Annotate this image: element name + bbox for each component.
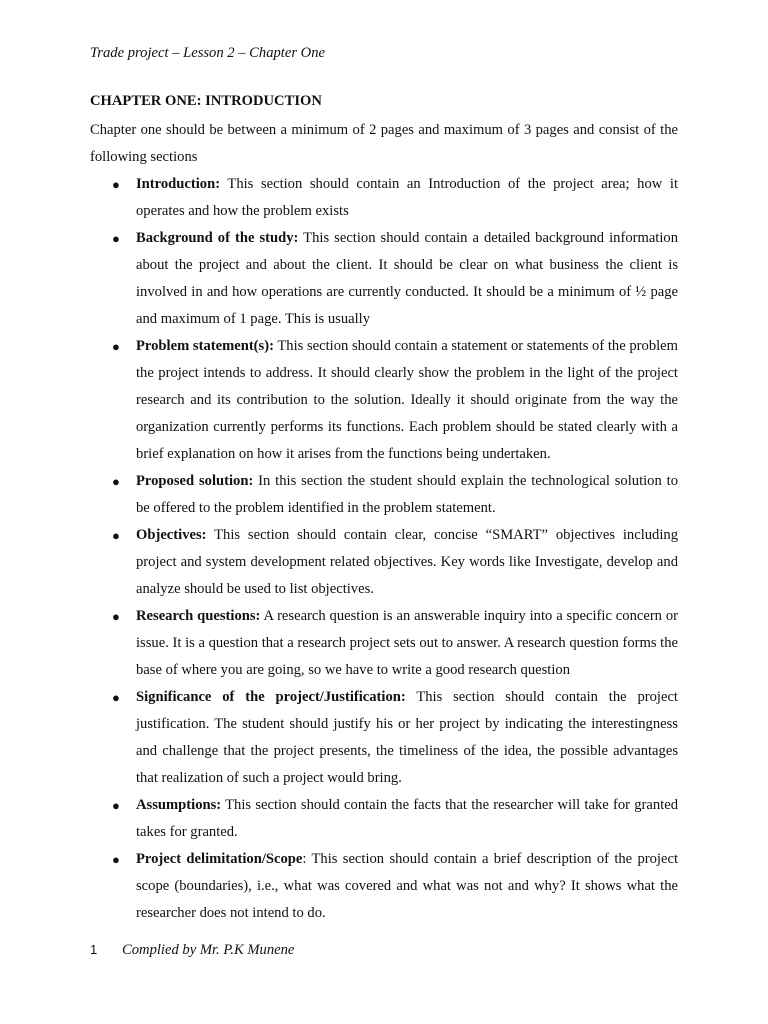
section-term: Proposed solution:: [136, 473, 254, 489]
bullet-icon: ●: [112, 474, 120, 489]
running-header: Trade project – Lesson 2 – Chapter One: [90, 45, 325, 61]
bullet-icon: ●: [112, 177, 120, 192]
section-term: Problem statement(s):: [136, 338, 274, 354]
section-text: This section should contain the facts that the researcher will take for granted takes for granted.: [136, 797, 678, 840]
bullet-icon: ●: [112, 528, 120, 543]
section-term: Project delimitation/Scope: [136, 851, 303, 867]
section-text: This section should contain a statement or statements of the problem the project intends to address. It should clearly show the problem in the light of the project research and its contribution to the solution. Ideally it should originate from the way the organization currently performs its functions. Each problem should be stated clearly with a brief explanation on how it arises from the functions being undertaken.: [136, 338, 679, 462]
intro-paragraph: Chapter one should be between a minimum of 2 pages and maximum of 3 pages and consist of the following sections: [90, 122, 678, 165]
section-text: : This section should contain a brief description of the project scope (boundaries), i.e., what was covered and what was not and why? It shows what the researcher does not intend to do.: [136, 851, 679, 921]
list-item: [90, 603, 678, 684]
bullet-icon: ●: [112, 339, 120, 354]
section-list: [90, 171, 678, 927]
bullet-icon: ●: [112, 852, 120, 867]
section-term: Introduction:: [136, 176, 221, 192]
list-item: [90, 468, 678, 522]
section-text: This section should contain a detailed background information about the project and about the client. It should be clear on what business the client is involved in and how operations are currently conducted. It should be a minimum of ½ page and maximum of 1 page. This is usually: [136, 230, 679, 327]
bullet-icon: ●: [112, 231, 120, 246]
list-item: [90, 846, 678, 927]
page-footer: [90, 942, 294, 959]
list-item: [90, 333, 678, 468]
section-term: Background of the study:: [136, 230, 299, 246]
section-text: This section should contain clear, concise “SMART” objectives including project and system development related objectives. Key words like Investigate, develop and analyze should be used to list objectives.: [136, 527, 678, 597]
section-text: In this section the student should explain the technological solution to be offered to the problem identified in the problem statement.: [136, 473, 678, 516]
list-item: [90, 225, 678, 333]
section-text: This section should contain an Introduction of the project area; how it operates and how the problem exists: [136, 176, 678, 219]
section-text: This section should contain the project justification. The student should justify his or her project by indicating the interestingness and challenge that the project presents, the timeliness of the idea, the possible advantages that realization of such a project would bring.: [136, 689, 678, 786]
section-term: Objectives:: [136, 527, 207, 543]
section-term: Significance of the project/Justification:: [136, 689, 406, 705]
footer-author: Complied by Mr. P.K Munene: [122, 942, 295, 958]
list-item: [90, 684, 678, 792]
list-item: [90, 522, 678, 603]
bullet-icon: ●: [112, 690, 120, 705]
page-number: 1: [90, 942, 98, 957]
list-item: [90, 792, 678, 846]
section-text: A research question is an answerable inquiry into a specific concern or issue. It is a question that a research project sets out to answer. A research question forms the base of where you are going, so we have to write a good research question: [136, 608, 678, 678]
page-content: [90, 91, 678, 927]
list-item: [90, 171, 678, 225]
bullet-icon: ●: [112, 798, 120, 813]
section-term: Research questions:: [136, 608, 261, 624]
bullet-icon: ●: [112, 609, 120, 624]
section-term: Assumptions:: [136, 797, 222, 813]
chapter-heading: CHAPTER ONE: INTRODUCTION: [90, 93, 322, 109]
